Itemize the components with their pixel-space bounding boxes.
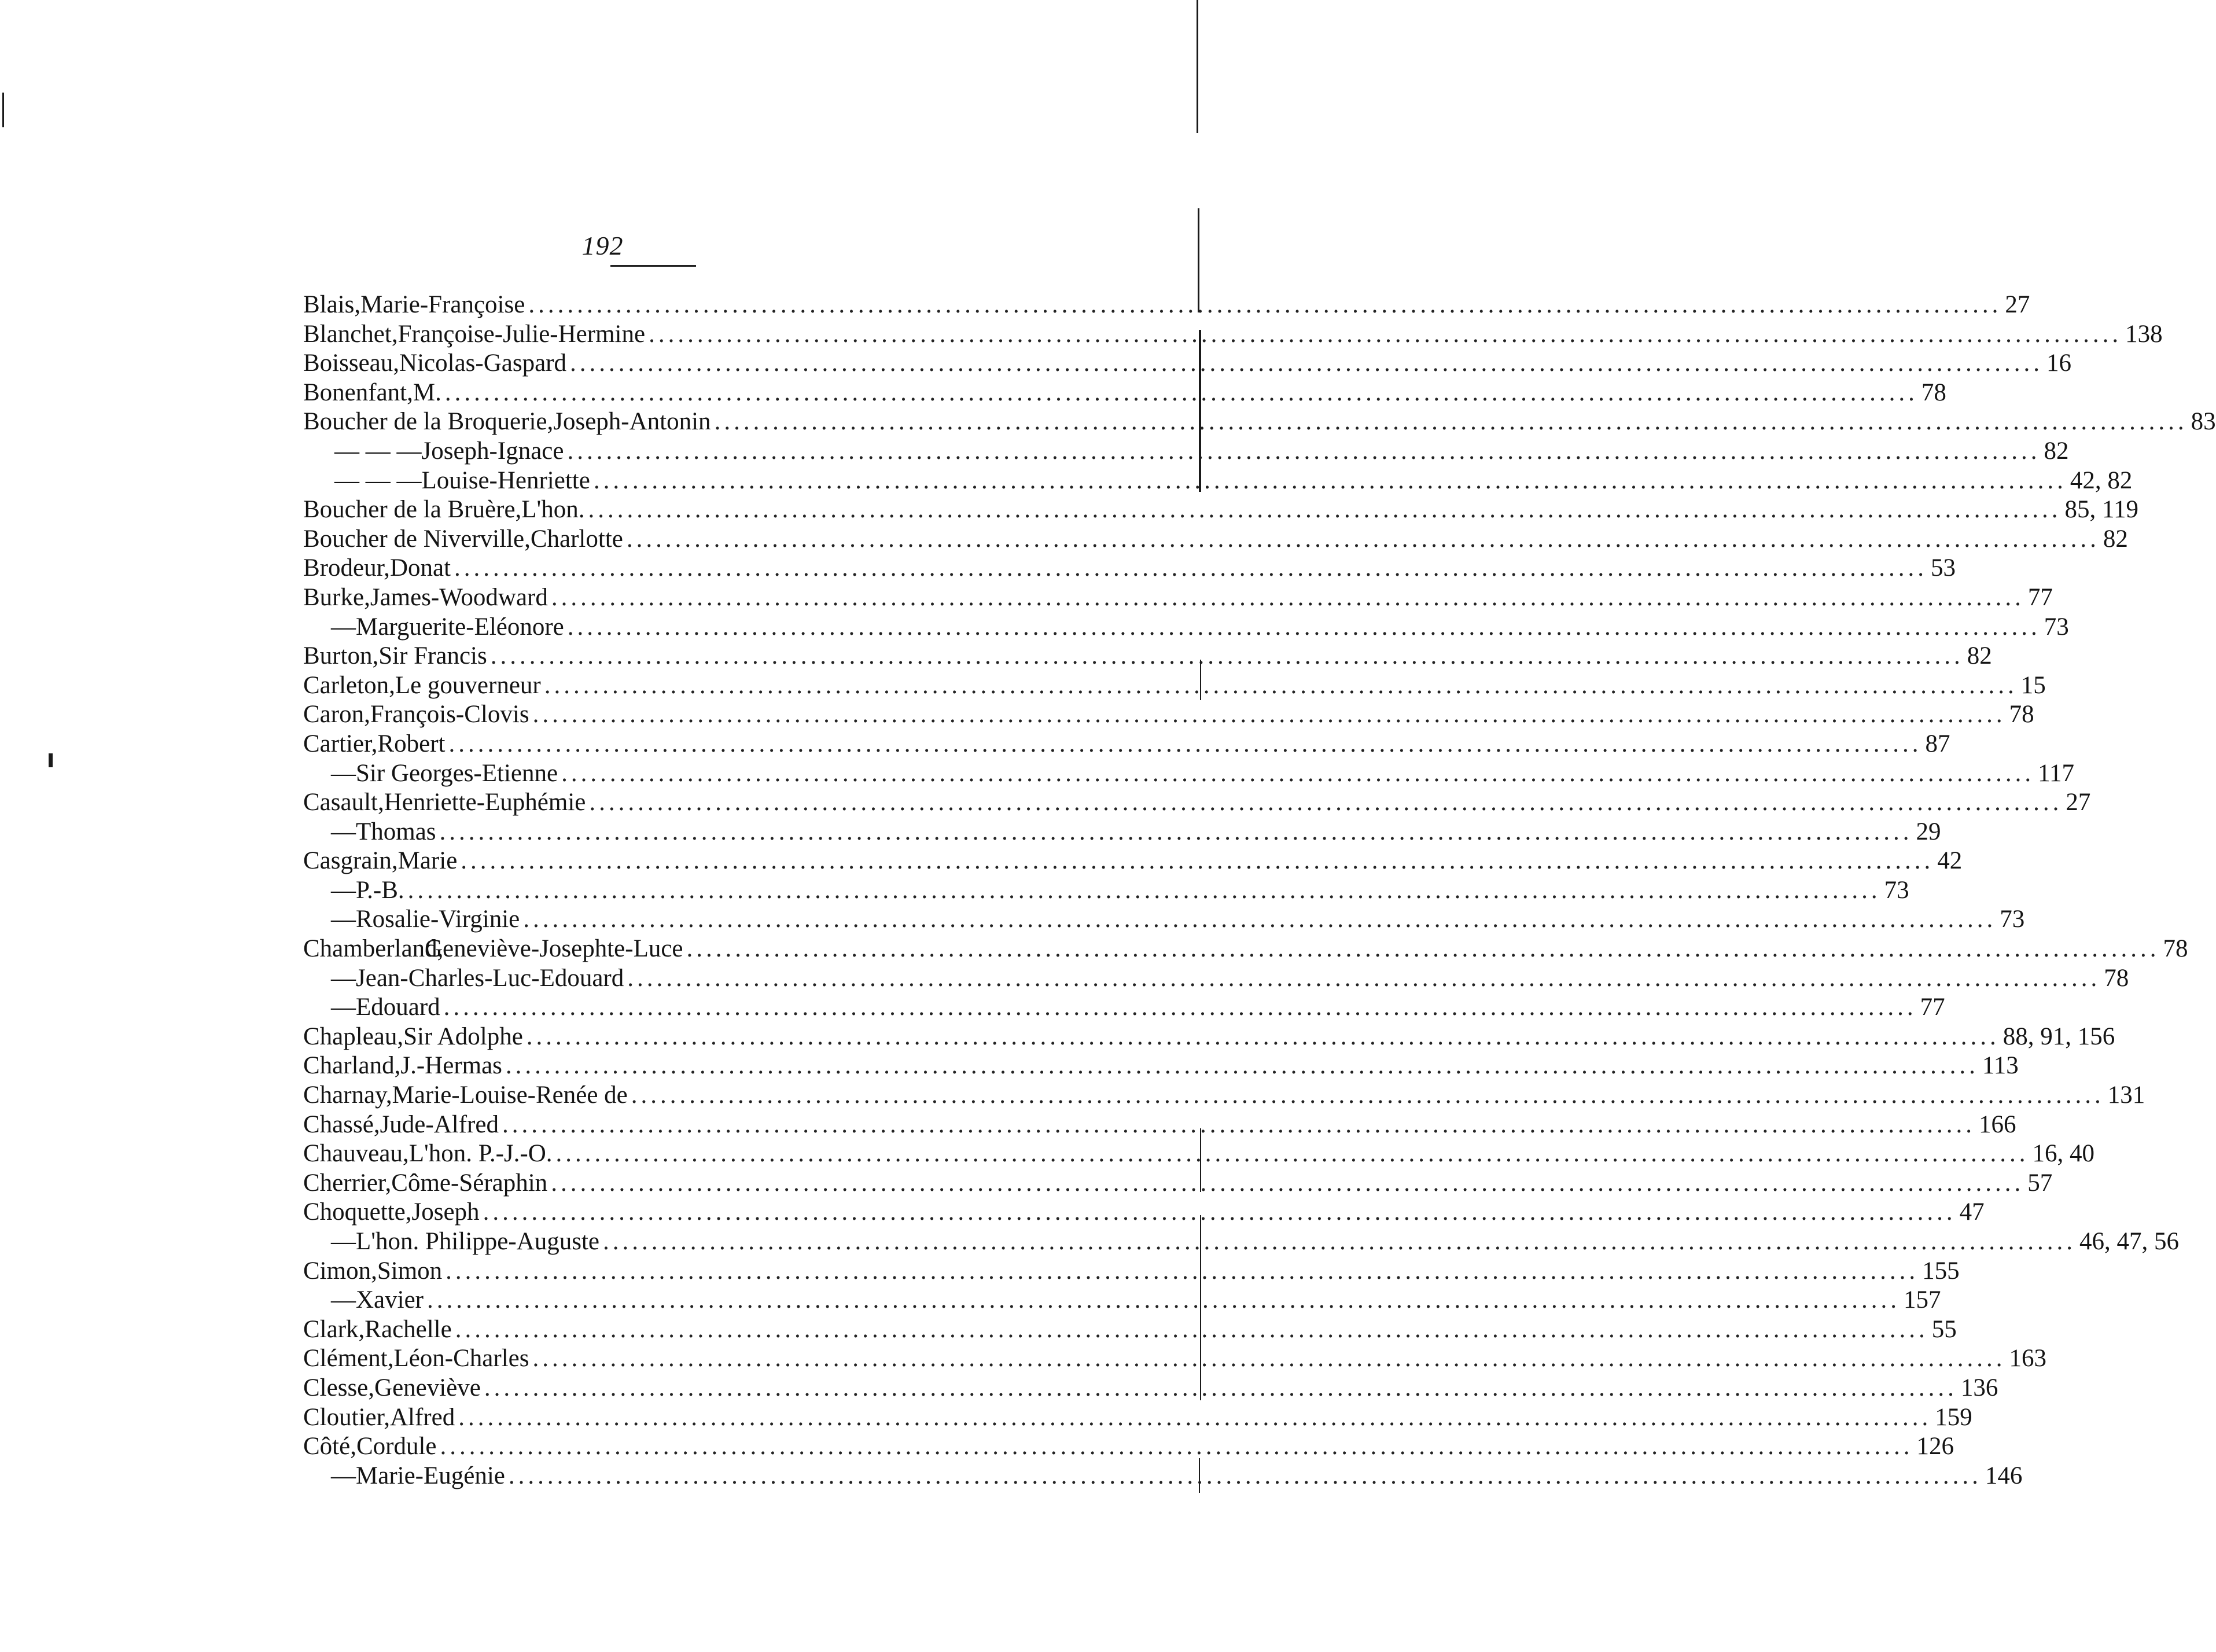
entry-surname: Boucher de la Bruère, (303, 496, 522, 524)
scan-edge-mark (1199, 1458, 1200, 1493)
dot-leader (458, 1403, 1931, 1432)
dot-leader (649, 320, 2122, 349)
entry-surname: Chassé, (303, 1110, 380, 1138)
index-entry (303, 613, 2069, 642)
entry-given-name: Rachelle (365, 1315, 452, 1343)
entry-given-name: L'hon. (521, 496, 585, 524)
index-entry (303, 437, 2069, 466)
entry-pages: 82 (2044, 437, 2069, 465)
entry-surname: Blanchet, (303, 320, 398, 348)
entry-pages: 16 (2046, 349, 2071, 377)
dot-leader (527, 1022, 2000, 1051)
entry-pages: 42, 82 (2070, 466, 2133, 494)
dot-leader (455, 1315, 1928, 1344)
entry-given-name: Nicolas-Gaspard (399, 349, 566, 377)
index-entry (303, 1432, 1954, 1462)
entry-surname: Chamberland, (303, 935, 444, 963)
index-entry (303, 847, 1963, 876)
index-entry (303, 818, 1941, 847)
entry-given-name: James-Woodward (370, 583, 548, 611)
entry-surname: Chauveau, (303, 1140, 409, 1168)
entry-pages: 146 (1985, 1462, 2023, 1489)
entry-given-name: Marie-Eugénie (356, 1462, 505, 1489)
index-entry (303, 730, 1950, 759)
entry-pages: 77 (2027, 583, 2053, 611)
dot-leader (445, 378, 1918, 407)
index-entry (303, 495, 2138, 525)
entry-surname: Boisseau, (303, 349, 400, 377)
entry-pages: 73 (2000, 906, 2025, 933)
entry-given-name: Xavier (356, 1286, 424, 1314)
entry-given-name: Cordule (356, 1433, 437, 1460)
entry-given-name: Alfred (389, 1403, 455, 1431)
entry-pages: 159 (1935, 1403, 1972, 1431)
dot-leader (440, 1432, 1913, 1461)
scan-edge-mark (49, 753, 53, 767)
entry-pages: 155 (1922, 1257, 1960, 1285)
entry-surname: — (331, 1462, 356, 1489)
entry-pages: 42 (1937, 847, 1963, 875)
entry-pages: 27 (2066, 789, 2091, 816)
index-entry (303, 1462, 2023, 1491)
dot-leader (427, 1286, 1900, 1315)
entry-pages: 82 (1967, 642, 1992, 670)
index-entry (303, 700, 2034, 730)
dot-leader (627, 525, 2100, 554)
entry-surname: — (331, 818, 356, 845)
entry-surname: Chapleau, (303, 1022, 404, 1050)
entry-given-name: Jean-Charles-Luc-Edouard (356, 964, 624, 992)
index-entry (303, 466, 2133, 496)
index-entry (303, 1257, 1960, 1286)
index-entry (303, 964, 2129, 994)
entry-surname: — (331, 906, 356, 933)
dot-leader (491, 642, 1964, 671)
entry-surname: Clark, (303, 1315, 365, 1343)
entry-pages: 83 (2191, 408, 2216, 436)
dot-leader (483, 1198, 1956, 1227)
index-list (303, 290, 2216, 1491)
dot-leader (484, 1374, 1957, 1403)
entry-surname: — (331, 1228, 356, 1255)
entry-pages: 131 (2107, 1081, 2145, 1109)
entry-given-name: Jude-Alfred (380, 1110, 499, 1138)
dot-leader (448, 730, 1921, 759)
dot-leader (461, 847, 1934, 875)
dot-leader (444, 993, 1917, 1022)
index-entry (303, 554, 1956, 583)
entry-surname: Brodeur, (303, 554, 390, 582)
index-entry (303, 1051, 2019, 1081)
entry-surname: — (331, 759, 356, 787)
entry-given-name: M. (413, 378, 441, 406)
entry-given-name: François-Clovis (370, 701, 529, 729)
entry-surname: Cartier, (303, 730, 378, 757)
entry-given-name: Sir Georges-Etienne (356, 759, 558, 787)
index-entry (303, 1022, 2115, 1052)
scan-edge-mark (1200, 660, 1201, 700)
index-entry (303, 1227, 2179, 1257)
entry-pages: 82 (2103, 525, 2128, 553)
index-entry (303, 788, 2091, 818)
entry-given-name: L'hon. Philippe-Auguste (356, 1228, 599, 1255)
dot-leader (561, 759, 2034, 788)
entry-given-name: Marie (397, 847, 458, 875)
entry-given-name: Joseph (411, 1198, 480, 1226)
entry-surname: Clément, (303, 1345, 394, 1373)
entry-surname: Clesse, (303, 1374, 375, 1401)
dot-leader (627, 964, 2100, 993)
entry-surname: Casault, (303, 789, 384, 816)
index-entry (303, 1286, 1941, 1315)
entry-given-name: Louise-Henriette (421, 466, 590, 494)
dot-leader (568, 613, 2041, 642)
dot-leader (544, 671, 2018, 700)
entry-given-name: J.-Hermas (400, 1052, 502, 1080)
entry-surname: Cimon, (303, 1257, 377, 1285)
entry-surname: Boucher de Niverville, (303, 525, 531, 553)
entry-pages: 29 (1916, 818, 1941, 845)
dot-leader (502, 1110, 1975, 1139)
entry-given-name: Charlotte (530, 525, 623, 553)
entry-given-name: Marie-Louise-Renée de (392, 1081, 628, 1109)
entry-pages: 88, 91, 156 (2003, 1022, 2115, 1050)
entry-pages: 16, 40 (2032, 1140, 2095, 1168)
dot-leader (506, 1051, 1979, 1080)
entry-surname: Cherrier, (303, 1169, 392, 1197)
entry-pages: 85, 119 (2064, 496, 2138, 524)
entry-pages: 166 (1978, 1110, 2016, 1138)
entry-given-name: Marguerite-Eléonore (356, 613, 564, 641)
entry-surname: Boucher de la Broquerie, (303, 408, 554, 436)
entry-surname: Caron, (303, 701, 370, 729)
scan-edge-mark (1200, 1128, 1201, 1192)
dot-leader (523, 905, 1996, 934)
entry-pages: 53 (1931, 554, 1956, 582)
dot-leader (551, 1169, 2024, 1198)
index-entry (303, 1315, 1957, 1345)
index-entry (303, 642, 1992, 671)
index-entry (303, 407, 2216, 437)
dot-leader (528, 290, 2001, 319)
entry-surname: Carleton, (303, 671, 395, 699)
index-entry (303, 759, 2074, 789)
entry-given-name: Côme-Séraphin (391, 1169, 548, 1197)
dot-leader (446, 1257, 1919, 1286)
entry-given-name: Simon (377, 1257, 443, 1285)
dot-leader (556, 1139, 2029, 1168)
scan-edge-mark (1200, 1215, 1201, 1400)
entry-given-name: P.-B. (356, 876, 404, 904)
entry-surname: Charland, (303, 1052, 401, 1080)
dot-leader (588, 495, 2062, 524)
index-entry (303, 993, 1945, 1022)
entry-surname: — (331, 964, 356, 992)
entry-given-name: Rosalie-Virginie (356, 906, 520, 933)
index-entry (303, 320, 2163, 349)
entry-given-name: Marie-Françoise (360, 291, 525, 318)
index-entry (303, 349, 2071, 378)
entry-pages: 163 (2009, 1345, 2046, 1373)
entry-surname: — — — (334, 466, 422, 494)
entry-pages: 73 (1884, 876, 1909, 904)
index-entry (303, 1169, 2053, 1198)
entry-pages: 27 (2005, 291, 2030, 318)
entry-given-name: Robert (377, 730, 446, 757)
dot-leader (440, 818, 1913, 847)
scan-edge-mark (1198, 208, 1199, 312)
entry-surname: Charnay, (303, 1081, 392, 1109)
index-entry (303, 378, 1946, 408)
entry-pages: 73 (2044, 613, 2069, 641)
entry-given-name: Donat (389, 554, 451, 582)
entry-given-name: Henriette-Euphémie (384, 789, 586, 816)
entry-given-name: Sir Adolphe (403, 1022, 523, 1050)
entry-pages: 126 (1916, 1433, 1954, 1460)
entry-surname: — (331, 613, 356, 641)
entry-pages: 78 (2163, 935, 2188, 963)
entry-surname: Burke, (303, 583, 370, 611)
entry-pages: 157 (1904, 1286, 1941, 1314)
entry-pages: 47 (1959, 1198, 1985, 1226)
index-entry (303, 671, 2046, 701)
entry-given-name: L'hon. P.-J.-O. (408, 1140, 553, 1168)
index-entry (303, 525, 2128, 554)
index-entry (303, 934, 2188, 964)
entry-surname: Bonenfant, (303, 378, 413, 406)
dot-leader (570, 349, 2043, 378)
dot-leader (532, 1344, 2005, 1373)
header-rule (610, 265, 696, 267)
entry-pages: 138 (2125, 320, 2163, 348)
entry-surname: — (331, 876, 356, 904)
entry-pages: 15 (2020, 671, 2046, 699)
dot-leader (589, 788, 2062, 817)
entry-surname: Burton, (303, 642, 379, 670)
entry-pages: 46, 47, 56 (2079, 1228, 2179, 1255)
dot-leader (631, 1081, 2104, 1110)
entry-given-name: Edouard (356, 994, 440, 1021)
index-entry (303, 583, 2053, 613)
dot-leader (533, 700, 2006, 729)
dot-leader (408, 876, 1881, 905)
entry-given-name: Françoise-Julie-Hermine (397, 320, 646, 348)
entry-pages: 78 (2009, 701, 2034, 729)
entry-pages: 57 (2027, 1169, 2053, 1197)
entry-pages: 55 (1931, 1315, 1957, 1343)
entry-pages: 113 (1982, 1052, 2019, 1080)
index-entry (303, 290, 2030, 320)
index-entry (303, 1110, 2016, 1140)
entry-pages: 136 (1960, 1374, 1998, 1401)
entry-given-name: Joseph-Antonin (553, 408, 711, 436)
entry-surname: — (331, 1286, 356, 1314)
entry-given-name: Joseph-Ignace (421, 437, 564, 465)
index-entry (303, 1139, 2095, 1169)
entry-given-name: Léon-Charles (393, 1345, 529, 1373)
index-entry (303, 1403, 1972, 1433)
dot-leader (594, 466, 2067, 495)
entry-surname: Cloutier, (303, 1403, 390, 1431)
index-entry (303, 1081, 2145, 1110)
index-entry (303, 1198, 1985, 1227)
index-entry (303, 1374, 1998, 1403)
entry-given-name: Geneviève-Josephte-Luce (425, 935, 683, 963)
dot-leader (551, 583, 2024, 612)
index-entry (303, 1344, 2046, 1374)
entry-surname: Choquette, (303, 1198, 412, 1226)
scan-edge-mark (2, 93, 4, 127)
scan-edge-mark (1199, 330, 1201, 492)
entry-pages: 78 (1921, 378, 1946, 406)
entry-pages: 78 (2104, 964, 2129, 992)
dot-leader (567, 437, 2040, 466)
index-entry (303, 876, 1909, 906)
scan-edge-mark (1197, 0, 1198, 133)
index-entry (303, 905, 2025, 934)
entry-given-name: Geneviève (374, 1374, 481, 1401)
entry-given-name: Thomas (356, 818, 436, 845)
entry-surname: — (331, 994, 356, 1021)
entry-surname: Blais, (303, 291, 361, 318)
dot-leader (509, 1462, 1982, 1491)
entry-given-name: Le gouverneur (395, 671, 541, 699)
entry-surname: Côté, (303, 1433, 356, 1460)
dot-leader (603, 1227, 2076, 1256)
entry-pages: 117 (2038, 759, 2074, 787)
page-number: 192 (581, 231, 624, 260)
dot-leader (715, 407, 2188, 436)
entry-given-name: Sir Francis (378, 642, 487, 670)
dot-leader (687, 934, 2160, 963)
entry-pages: 87 (1925, 730, 1950, 757)
entry-surname: Casgrain, (303, 847, 398, 875)
entry-surname: — — — (334, 437, 422, 465)
dot-leader (454, 554, 1927, 583)
entry-pages: 77 (1920, 994, 1945, 1021)
